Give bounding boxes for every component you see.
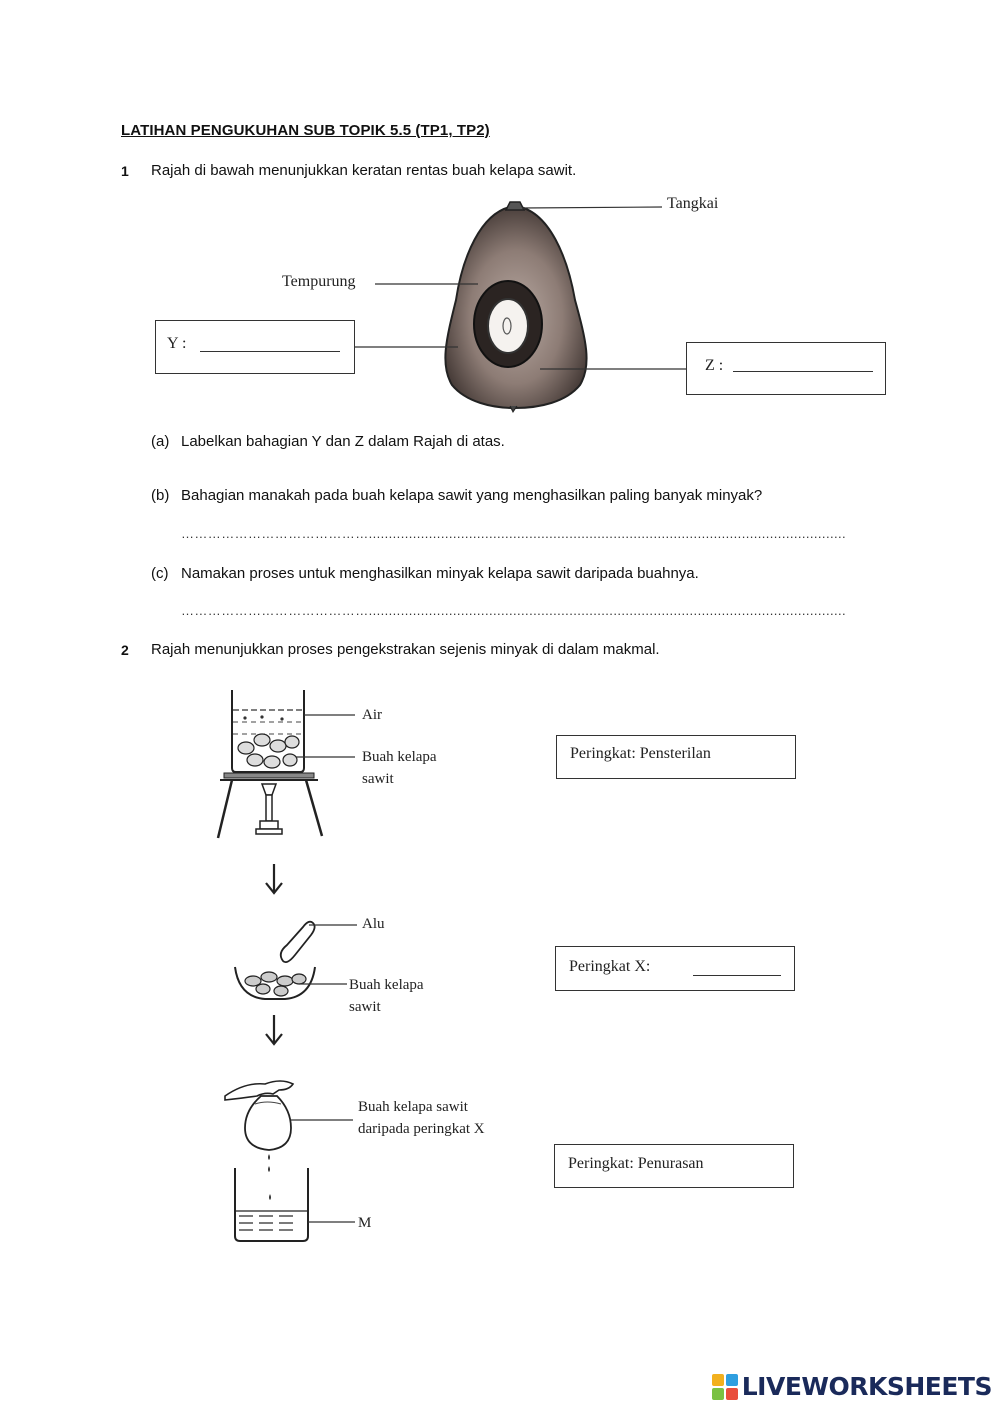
label-air: Air (362, 707, 382, 723)
stage-x-label: Peringkat X: (569, 958, 651, 975)
q1a-label: (a) (151, 433, 170, 450)
label-step2-fruit-line1: Buah kelapa (349, 977, 424, 993)
label-y: Y : (167, 335, 187, 352)
q1b-label: (b) (151, 487, 170, 504)
kernel (488, 299, 528, 353)
label-tangkai: Tangkai (667, 195, 719, 212)
label-step1-fruit-line1: Buah kelapa (362, 749, 437, 765)
answer-y-input[interactable] (200, 351, 340, 352)
q1c-answer-line[interactable]: ……………………………………....................................................................................................................... (181, 603, 847, 618)
question-2-number: 2 (121, 642, 129, 658)
arrow-down-icon (262, 862, 286, 896)
sterilisation-apparatus (200, 680, 370, 850)
label-step3-fruit-line2: daripada peringkat X (358, 1121, 485, 1137)
label-step3-fruit-line1: Buah kelapa sawit (358, 1099, 468, 1115)
liveworksheets-logo-icon (712, 1374, 738, 1400)
question-1-text: Rajah di bawah menunjukkan keratan rentas buah kelapa sawit. (151, 162, 577, 179)
stage-box-penurasan: Peringkat: Penurasan (554, 1144, 794, 1188)
question-1-number: 1 (121, 163, 129, 179)
stage-x-answer-input[interactable] (693, 975, 781, 976)
filtration-apparatus (215, 1070, 375, 1250)
label-m: M (358, 1215, 372, 1231)
label-tempurung: Tempurung (282, 273, 356, 290)
label-alu: Alu (362, 916, 385, 932)
stalk (506, 202, 524, 210)
label-step2-fruit-line2: sawit (349, 999, 381, 1015)
liveworksheets-logo-text: LIVEWORKSHEETS (741, 1372, 992, 1401)
q1b-text: Bahagian manakah pada buah kelapa sawit yang menghasilkan paling banyak minyak? (181, 487, 763, 504)
label-step1-fruit-line2: sawit (362, 771, 394, 787)
answer-z-input[interactable] (733, 371, 873, 372)
arrow-down-icon (262, 1013, 286, 1047)
label-box-y (155, 320, 355, 374)
q1c-label: (c) (151, 565, 169, 582)
question-2-text: Rajah menunjukkan proses pengekstrakan sejenis minyak di dalam makmal. (151, 641, 660, 658)
q1c-text: Namakan proses untuk menghasilkan minyak kelapa sawit daripada buahnya. (181, 565, 699, 582)
liveworksheets-logo (712, 1372, 992, 1401)
q1b-answer-line[interactable]: ……………………………………....................................................................................................................... (181, 526, 847, 541)
stage-box-x (555, 946, 795, 991)
worksheet-title: LATIHAN PENGUKUHAN SUB TOPIK 5.5 (TP1, TP2) (121, 122, 490, 139)
stage-box-pensterilan: Peringkat: Pensterilan (556, 735, 796, 779)
mortar-pestle-apparatus (225, 905, 365, 1005)
label-box-z (686, 342, 886, 395)
q1a-text: Labelkan bahagian Y dan Z dalam Rajah di atas. (181, 433, 505, 450)
label-z: Z : (705, 357, 724, 374)
